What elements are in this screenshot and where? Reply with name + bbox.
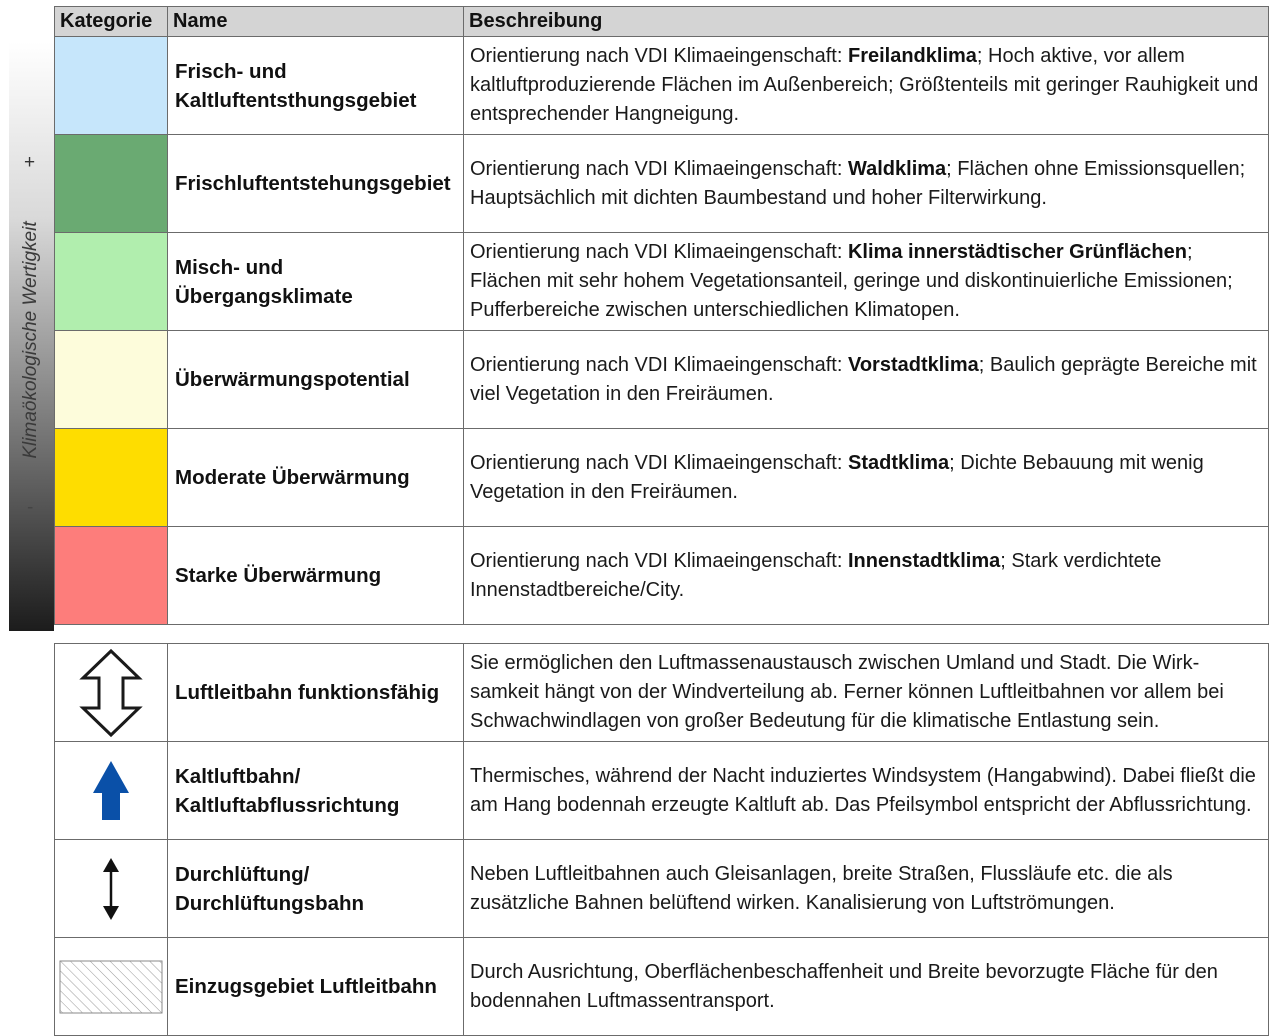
category-description <box>464 429 1269 527</box>
category-name: Misch- und Übergangsklimate <box>168 233 464 331</box>
category-swatch <box>55 37 168 135</box>
category-row <box>55 135 1269 233</box>
double-thin-arrow-icon <box>96 856 126 922</box>
climate-type: Klima innerstädtischer Grünflächen <box>847 241 1187 263</box>
legend-description: Neben Luftleitbahnen auch Gleisanlagen, breite Straßen, Flussläufe etc. die als zusätzliche Bahnen belüftend wirken. Kanalisierung von Luftströmungen. <box>464 840 1269 938</box>
climate-type: Freilandklima <box>847 45 977 67</box>
category-row <box>55 527 1269 625</box>
scale-plus-sign: + <box>24 152 36 173</box>
category-swatch <box>55 135 168 233</box>
legend-description: Durch Ausrichtung, Oberflächenbeschaffenheit und Breite bevorzugte Fläche für den bodennahen Luftmassentransport. <box>464 938 1269 1036</box>
description-prefix: Orientierung nach VDI Klimaeingenschaft: <box>470 451 848 474</box>
legend-symbol <box>55 840 168 938</box>
legend-row <box>55 644 1269 742</box>
category-description <box>464 331 1269 429</box>
legend-name: Durchlüftung/ Durchlüftungsbahn <box>168 840 464 938</box>
category-swatch <box>55 429 168 527</box>
description-prefix: Orientierung nach VDI Klimaeingenschaft: <box>470 549 848 572</box>
description-text: ; Hoch aktive, vor allem kaltluftproduzierende Flächen im Außenbereich; Größtenteils mit geringer Rauhigkeit und entsprechender Hangneigung. <box>470 45 1259 125</box>
category-row <box>55 37 1269 135</box>
description-prefix: Orientierung nach VDI Klimaeingenschaft: <box>470 45 848 67</box>
category-row <box>55 331 1269 429</box>
description-text: ; Flächen ohne Emissionsquellen; Hauptsächlich mit dichten Baumbestand und hoher Filterwirkung. <box>470 157 1246 209</box>
header-name: Name <box>168 7 464 37</box>
climate-category-table <box>54 6 1269 625</box>
scale-label: Klimaökologische Wertigkeit <box>20 221 41 459</box>
legend-name: Luftleitbahn funktionsfähig <box>168 644 464 742</box>
description-prefix: Orientierung nach VDI Klimaeingenschaft: <box>470 353 848 376</box>
category-row <box>55 429 1269 527</box>
airflow-legend-table <box>54 643 1269 1036</box>
legend-name: Kaltluftbahn/ Kaltluftabflussrichtung <box>168 742 464 840</box>
legend-row <box>55 742 1269 840</box>
scale-minus-sign: - <box>27 497 34 518</box>
description-text: ; Flächen mit sehr hohem Vegetationsanteil, geringe und diskontinuierliche Emissionen; Pufferbereiche zwischen unterschiedlichen Klimatopen. <box>470 241 1233 321</box>
legend-description: Thermisches, während der Nacht induziertes Windsystem (Hangabwind). Dabei fließt die am Hang bodennah erzeugte Kaltluft ab. Das Pfeilsymbol entspricht der Abflussrichtung. <box>464 742 1269 840</box>
header-category: Kategorie <box>55 7 168 37</box>
category-row <box>55 233 1269 331</box>
category-swatch <box>55 527 168 625</box>
description-text: ; Stark verdichtete Innenstadtbereiche/City. <box>470 549 1162 601</box>
category-name: Moderate Überwärmung <box>168 429 464 527</box>
legend-symbol <box>55 938 168 1036</box>
legend-row <box>55 938 1269 1036</box>
climate-type: Stadtklima <box>847 451 950 474</box>
category-description <box>464 135 1269 233</box>
legend-row <box>55 840 1269 938</box>
description-text: ; Baulich geprägte Bereiche mit viel Vegetation in den Freiräumen. <box>470 353 1257 405</box>
category-swatch <box>55 233 168 331</box>
category-swatch <box>55 331 168 429</box>
description-text: ; Dichte Bebauung mit wenig Vegetation in den Freiräumen. <box>470 451 1204 503</box>
category-name: Starke Überwärmung <box>168 527 464 625</box>
hatched-area-icon <box>59 960 163 1014</box>
header-description: Beschreibung <box>464 7 1269 37</box>
climate-type: Innenstadtklima <box>847 549 1001 572</box>
legend-symbol <box>55 644 168 742</box>
description-prefix: Orientierung nach VDI Klimaeingenschaft: <box>470 241 848 263</box>
legend-description: Sie ermöglichen den Luftmassenaustausch zwischen Umland und Stadt. Die Wirk-samkeit hängt von der Windverteilung ab. Ferner können Luftleitbahnen vor allem bei Schwachwindlagen von großer Bedeutung für die klimatische Entlastung sein. <box>464 644 1269 742</box>
category-name: Frisch- und Kaltluftentsthungsgebiet <box>168 37 464 135</box>
climate-type: Waldklima <box>847 157 947 180</box>
climate-type: Vorstadtklima <box>847 353 979 376</box>
category-name: Überwärmungspotential <box>168 331 464 429</box>
table-header-row <box>55 7 1269 37</box>
category-description <box>464 37 1269 135</box>
description-prefix: Orientierung nach VDI Klimaeingenschaft: <box>470 157 848 180</box>
category-description <box>464 527 1269 625</box>
double-hollow-arrow-icon <box>79 648 143 738</box>
blue-up-arrow-icon <box>89 759 133 823</box>
legend-symbol <box>55 742 168 840</box>
category-description <box>464 233 1269 331</box>
category-name: Frischluftentstehungsgebiet <box>168 135 464 233</box>
legend-name: Einzugsgebiet Luftleitbahn <box>168 938 464 1036</box>
